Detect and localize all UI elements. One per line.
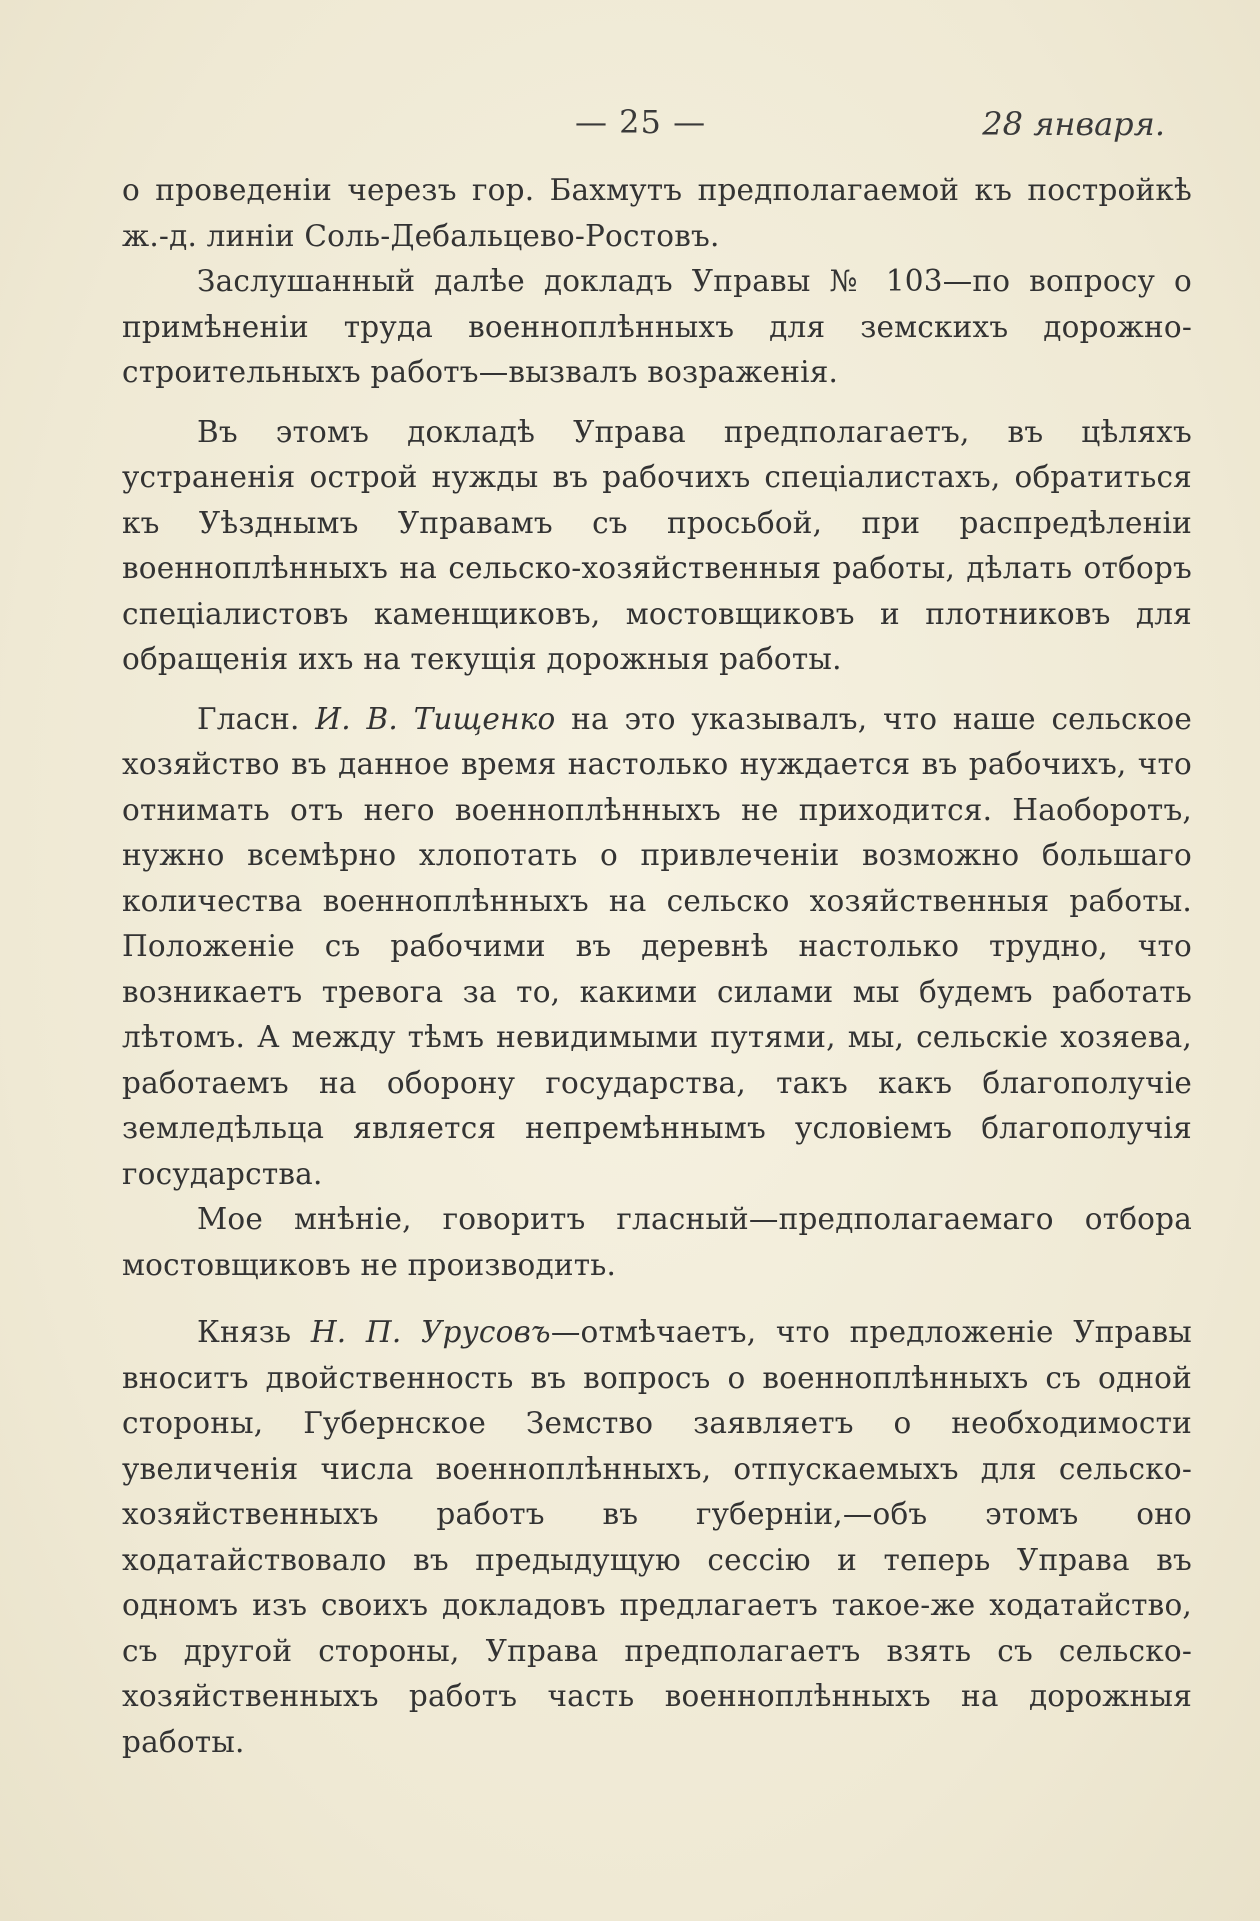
page-header bbox=[0, 103, 1260, 153]
paragraph-6-lead: Князь bbox=[197, 1315, 311, 1349]
paragraph-3: Въ этомъ докладѣ Управа предполагаетъ, въ цѣляхъ устраненія острой нужды въ рабочихъ спеціалистахъ, обратиться къ Уѣзднымъ Управамъ съ просьбой, при распредѣленіи военноплѣнныхъ на сельско-хозяйственныя работы, дѣлать отборъ спеціалистовъ каменщиковъ, мостовщиковъ и плотниковъ для обращенія ихъ на текущія дорожныя работы. bbox=[122, 414, 1192, 676]
body-text bbox=[122, 168, 1192, 1765]
paragraph-1: о проведеніи черезъ гор. Бахмутъ предполагаемой къ постройкѣ ж.-д. линіи Соль-Дебальцево-Ростовъ. bbox=[122, 173, 1192, 253]
paragraph-4 bbox=[122, 697, 1192, 1198]
speaker-name-urusov: Н. П. Урусовъ bbox=[310, 1315, 551, 1349]
header-date: 28 января. bbox=[982, 105, 1165, 143]
paragraph-4-body: на это указывалъ, что наше сельское хозяйство въ данное время настолько нуждается въ рабочихъ, что отнимать отъ него военноплѣнныхъ не приходится. Наоборотъ, нужно всемѣрно хлопотать о привлеченіи возможно большаго количества военноплѣнныхъ на сельско хозяйственныя работы. Положеніе съ рабочими въ деревнѣ настолько трудно, что возникаетъ тревога за то, какими силами мы будемъ работать лѣтомъ. А между тѣмъ невидимыми путями, мы, сельскіе хозяева, работаемъ на оборону государства, такъ какъ благополучіе земледѣльца является непремѣннымъ условіемъ благополучія государства. bbox=[122, 701, 1193, 1191]
paragraph-5: Мое мнѣніе, говоритъ гласный—предполагаемаго отбора мостовщиковъ не производить. bbox=[122, 1202, 1192, 1282]
paragraph-6 bbox=[122, 1310, 1192, 1765]
speaker-name-tishchenko: И. В. Тищенко bbox=[315, 701, 556, 736]
paragraph-6-body: —отмѣчаетъ, что предложеніе Управы вноситъ двойственность въ вопросъ о военноплѣнныхъ съ одной стороны, Губернское Земство заявляетъ о необходимости увеличенія числа военноплѣнныхъ, отпускаемыхъ для сельско-хозяйственныхъ работъ въ губерніи,—объ этомъ оно ходатайствовало въ предыдущую сессію и теперь Управа въ одномъ изъ своихъ докладовъ предлагаетъ такое-же ходатайство, съ другой стороны, Управа предполагаетъ взять съ сельско-хозяйственныхъ работъ часть военноплѣнныхъ на дорожныя работы. bbox=[122, 1315, 1192, 1759]
paragraph-2: Заслушанный далѣе докладъ Управы № 103—по вопросу о примѣненіи труда военноплѣнныхъ для земскихъ дорожно-строительныхъ работъ—вызвалъ возраженія. bbox=[122, 264, 1192, 389]
paragraph-4-lead: Гласн. bbox=[197, 701, 316, 736]
page-number: — 25 — bbox=[575, 103, 707, 141]
